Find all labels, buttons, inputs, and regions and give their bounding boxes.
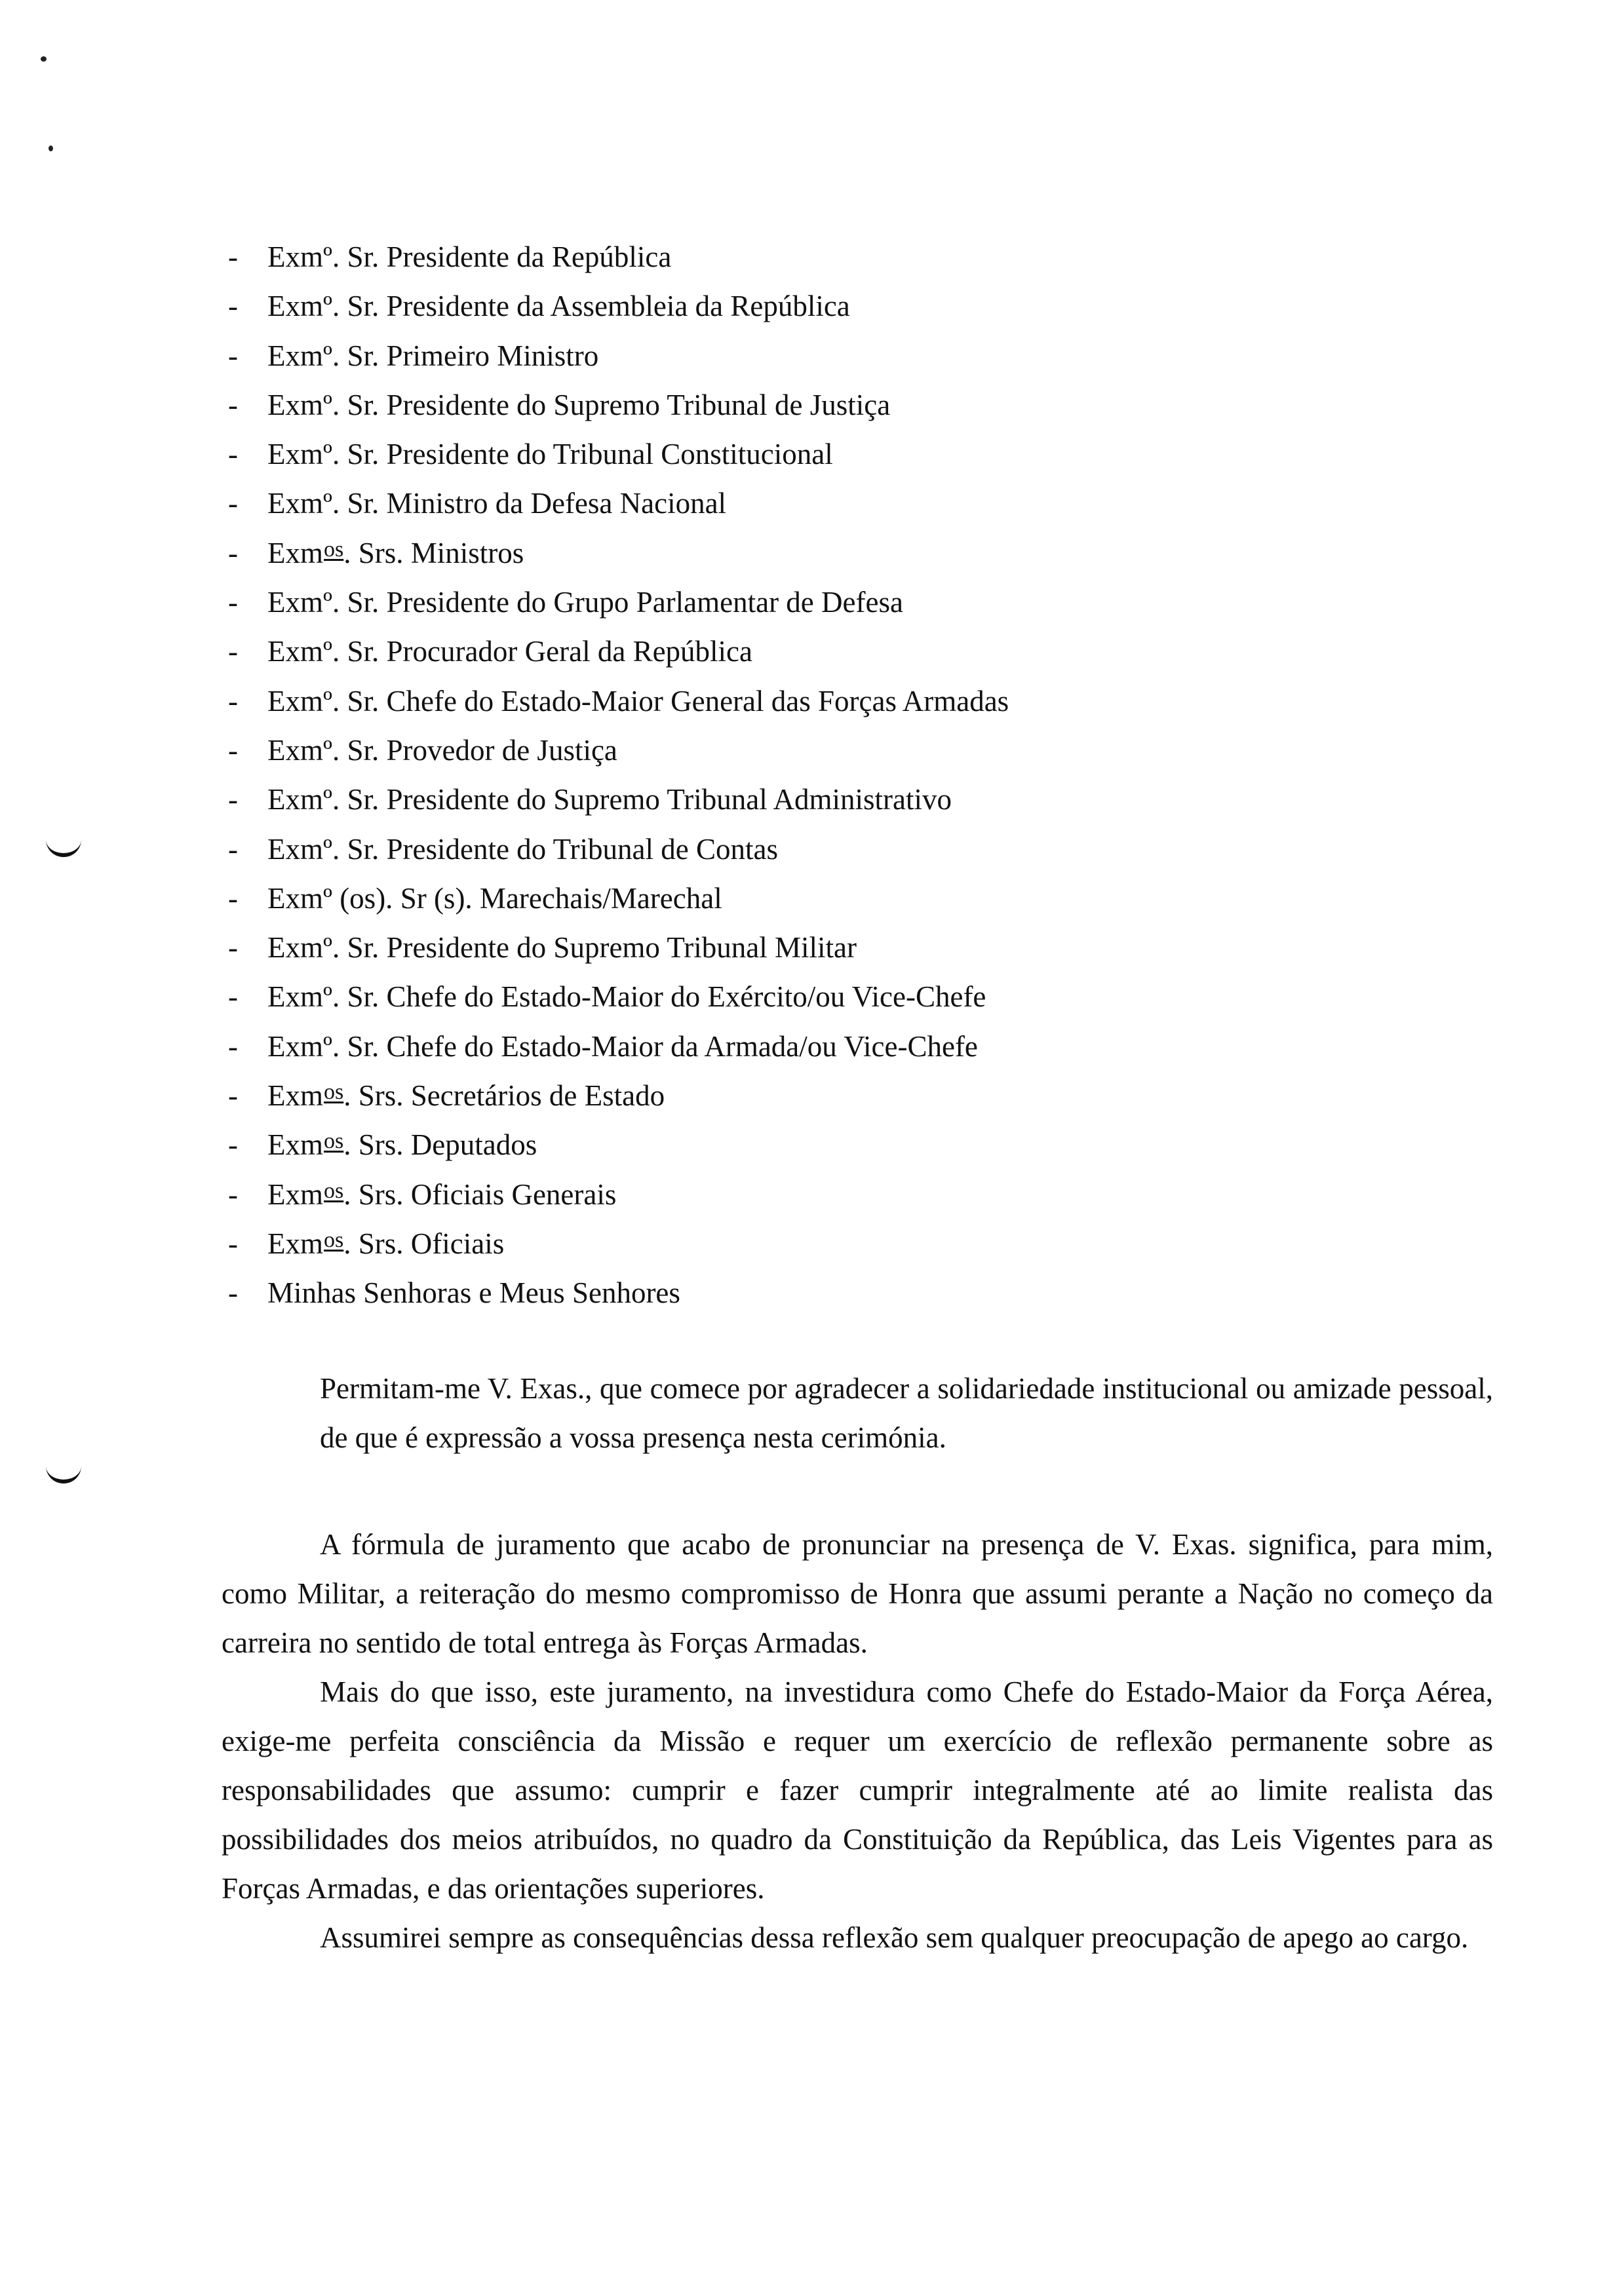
salutation-item xyxy=(222,529,1467,578)
salutation-text: Srs. Ministros xyxy=(358,536,524,569)
paragraph-consequences: Assumirei sempre as consequências dessa reflexão sem qualquer preocupação de apego ao cargo. xyxy=(320,1921,1469,1954)
salutation-item xyxy=(222,923,1467,972)
list-dash: - xyxy=(228,1276,238,1310)
salutation-text: Srs. Secretários de Estado xyxy=(358,1079,665,1113)
salutation-prefix: Exmº. xyxy=(267,684,340,718)
salutation-item xyxy=(222,233,1467,282)
salutation-item xyxy=(222,1170,1467,1219)
list-dash: - xyxy=(228,783,238,816)
list-dash: - xyxy=(228,536,238,569)
list-dash: - xyxy=(228,586,238,619)
salutation-item xyxy=(222,972,1467,1022)
salutation-item xyxy=(222,677,1467,726)
salutation-item xyxy=(222,1269,1467,1318)
salutation-prefix: Exmº. xyxy=(267,635,340,668)
salutation-prefix: Exmº. xyxy=(267,980,340,1014)
list-dash: - xyxy=(228,339,238,372)
list-dash: - xyxy=(228,733,238,767)
salutation-text: Sr. Presidente do Supremo Tribunal Administrativo xyxy=(347,783,952,816)
margin-mark xyxy=(46,1463,81,1483)
salutation-item xyxy=(222,726,1467,775)
salutation-text: Srs. Oficiais xyxy=(358,1227,505,1260)
paragraph-oath: A fórmula de juramento que acabo de pronunciar na presença de V. Exas. significa, para mim, como Militar, a reiteração do mesmo compromisso de Honra que assumi perante a Nação no começo da carreira no sentido de total entrega às Forças Armadas. xyxy=(222,1528,1493,1659)
salutation-prefix: Exm xyxy=(267,536,323,569)
salutation-prefix: Exmº. xyxy=(267,438,340,471)
salutation-item xyxy=(222,627,1467,676)
salutation-text: Minhas Senhoras e Meus Senhores xyxy=(267,1276,680,1310)
list-dash: - xyxy=(228,832,238,866)
salutation-plural-superscript: os xyxy=(324,1080,344,1105)
list-dash: - xyxy=(228,881,238,915)
list-dash: - xyxy=(228,1079,238,1113)
salutation-text: Sr. Primeiro Ministro xyxy=(347,339,599,372)
salutation-plural-superscript: os xyxy=(324,537,344,562)
paragraph-gratitude: Permitam-me V. Exas., que comece por agradecer a solidariedade institucional ou amizade pessoal, de que é expressão a vossa presença nesta cerimónia. xyxy=(320,1372,1493,1454)
list-dash: - xyxy=(228,684,238,718)
list-dash: - xyxy=(228,931,238,965)
salutation-prefix: Exmº. xyxy=(267,339,340,372)
salutation-prefix: Exmº (os). xyxy=(267,881,393,915)
salutation-item xyxy=(222,1219,1467,1269)
list-dash: - xyxy=(228,438,238,471)
list-dash: - xyxy=(228,1029,238,1063)
salutation-text: Sr. Provedor de Justiça xyxy=(347,733,617,767)
list-dash: - xyxy=(228,290,238,323)
salutation-item xyxy=(222,1120,1467,1170)
list-dash: - xyxy=(228,980,238,1014)
salutation-prefix: Exmº. xyxy=(267,931,340,965)
salutation-text: Sr. Chefe do Estado-Maior da Armada/ou Vice-Chefe xyxy=(347,1029,978,1063)
salutation-item xyxy=(222,479,1467,528)
salutation-item xyxy=(222,874,1467,923)
salutation-text: Sr. Presidente do Tribunal de Contas xyxy=(347,832,778,866)
salutation-list xyxy=(222,233,1467,1318)
salutation-item xyxy=(222,1022,1467,1071)
salutation-text: Sr. Presidente da República xyxy=(347,240,672,273)
salutation-text: Srs. Oficiais Generais xyxy=(358,1177,617,1211)
scan-speck xyxy=(49,145,53,151)
salutation-prefix: Exmº. xyxy=(267,240,340,273)
list-dash: - xyxy=(228,388,238,421)
list-dash: - xyxy=(228,1128,238,1162)
list-dash: - xyxy=(228,635,238,668)
salutation-text: Sr. Presidente da Assembleia da República xyxy=(347,290,850,323)
salutation-item xyxy=(222,578,1467,627)
salutation-plural-superscript: os xyxy=(324,1227,344,1252)
salutation-prefix: Exm xyxy=(267,1079,323,1113)
salutation-text: Sr. Presidente do Grupo Parlamentar de Defesa xyxy=(347,586,903,619)
salutation-punct: . xyxy=(343,1177,351,1211)
salutation-text: Srs. Deputados xyxy=(358,1128,537,1162)
salutation-text: Sr (s). Marechais/Marechal xyxy=(400,881,722,915)
salutation-text: Sr. Procurador Geral da República xyxy=(347,635,753,668)
salutation-item xyxy=(222,282,1467,331)
list-dash: - xyxy=(228,240,238,273)
scan-speck xyxy=(41,56,47,62)
salutation-text: Sr. Presidente do Tribunal Constitucional xyxy=(347,438,833,471)
salutation-text: Sr. Presidente do Supremo Tribunal Militar xyxy=(347,931,857,965)
salutation-text: Sr. Chefe do Estado-Maior do Exército/ou Vice-Chefe xyxy=(347,980,986,1014)
salutation-plural-superscript: os xyxy=(324,1178,344,1203)
salutation-item xyxy=(222,775,1467,824)
salutation-item xyxy=(222,1071,1467,1120)
salutation-prefix: Exmº. xyxy=(267,832,340,866)
salutation-prefix: Exmº. xyxy=(267,733,340,767)
salutation-plural-superscript: os xyxy=(324,1129,344,1154)
salutation-punct: . xyxy=(343,1227,351,1260)
salutation-item xyxy=(222,381,1467,430)
list-dash: - xyxy=(228,487,238,520)
salutation-prefix: Exmº. xyxy=(267,290,340,323)
salutation-prefix: Exmº. xyxy=(267,586,340,619)
salutation-prefix: Exm xyxy=(267,1177,323,1211)
salutation-prefix: Exmº. xyxy=(267,388,340,421)
salutation-item xyxy=(222,825,1467,874)
salutation-punct: . xyxy=(343,1079,351,1113)
salutation-prefix: Exmº. xyxy=(267,1029,340,1063)
paragraph-responsibilities: Mais do que isso, este juramento, na investidura como Chefe do Estado-Maior da Força Aérea, exige-me perfeita consciência da Missão e requer um exercício de reflexão permanente sobre as responsabilidades que assumo: cumprir e fazer cumprir integralmente até ao limite realista das possibilidades dos meios atribuídos, no quadro da Constituição da República, das Leis Vigentes para as Forças Armadas, e das orientações superiores. xyxy=(222,1675,1493,1905)
salutation-text: Sr. Presidente do Supremo Tribunal de Justiça xyxy=(347,388,891,421)
salutation-text: Sr. Chefe do Estado-Maior General das Forças Armadas xyxy=(347,684,1009,718)
salutation-punct: . xyxy=(343,536,351,569)
list-dash: - xyxy=(228,1177,238,1211)
salutation-item xyxy=(222,332,1467,381)
salutation-prefix: Exm xyxy=(267,1128,323,1162)
margin-mark xyxy=(46,836,81,857)
list-dash: - xyxy=(228,1227,238,1260)
salutation-prefix: Exm xyxy=(267,1227,323,1260)
salutation-prefix: Exmº. xyxy=(267,783,340,816)
salutation-item xyxy=(222,430,1467,479)
salutation-text: Sr. Ministro da Defesa Nacional xyxy=(347,487,727,520)
salutation-prefix: Exmº. xyxy=(267,487,340,520)
salutation-punct: . xyxy=(343,1128,351,1162)
